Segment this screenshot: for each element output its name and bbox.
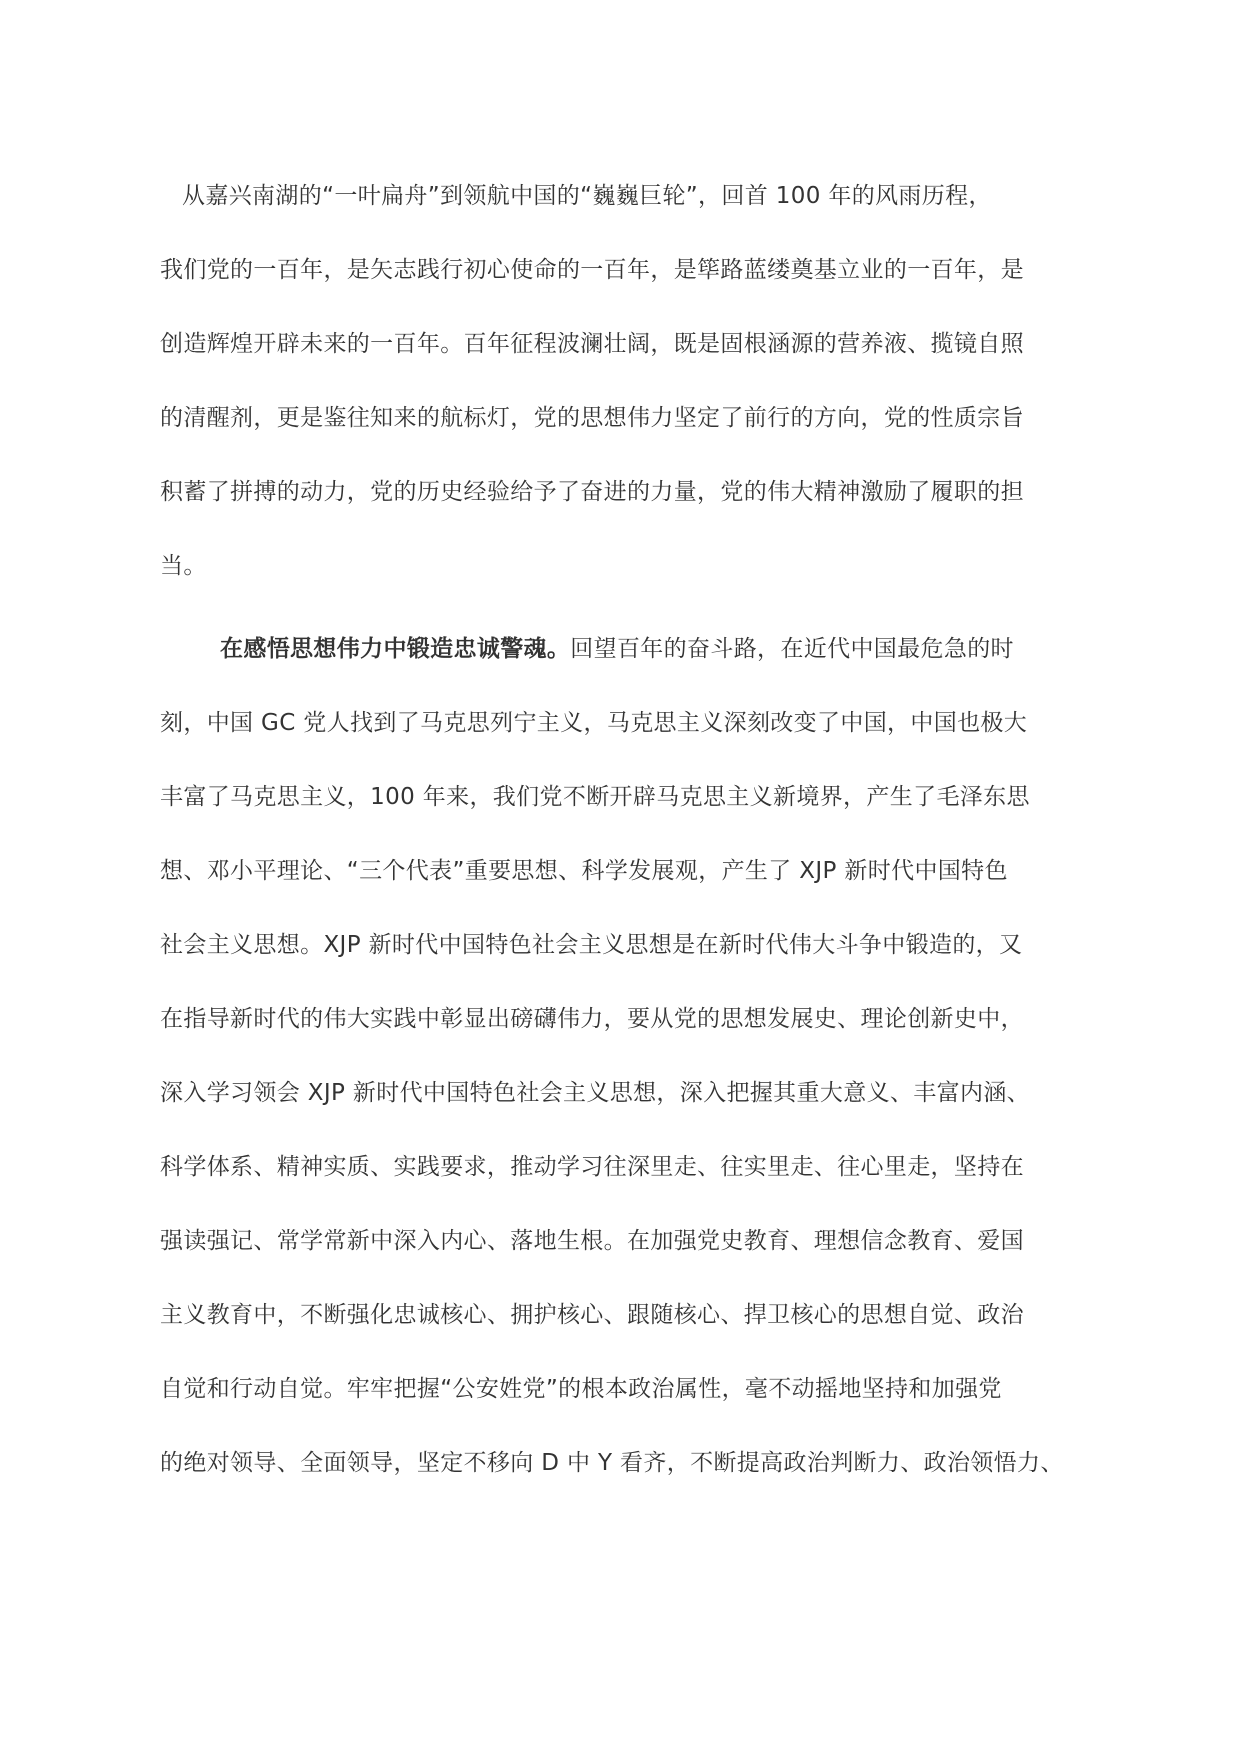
paragraph-2-line-8: 科学体系、精神实质、实践要求，推动学习往深里走、往实里走、往心里走，坚持在 [160, 1154, 1024, 1180]
paragraph-2-line-2: 刻，中国 GC 党人找到了马克思列宁主义，马克思主义深刻改变了中国，中国也极大 [160, 710, 1028, 736]
paragraph-1-line-2: 我们党的一百年，是矢志践行初心使命的一百年，是筚路蓝缕奠基立业的一百年，是 [160, 257, 1024, 283]
paragraph-2-first-line-rest: 回望百年的奋斗路，在近代中国最危急的时 [570, 636, 1014, 662]
paragraph-2-heading: 在感悟思想伟力中锻造忠诚警魂。 [220, 636, 571, 662]
paragraph-1-line-3: 创造辉煌开辟未来的一百年。百年征程波澜壮阔，既是固根涵源的营养液、揽镜自照 [160, 331, 1024, 357]
paragraph-2-line-7: 深入学习领会 XJP 新时代中国特色社会主义思想，深入把握其重大意义、丰富内涵、 [160, 1080, 1031, 1106]
paragraph-2-line-3: 丰富了马克思主义，100 年来，我们党不断开辟马克思主义新境界，产生了毛泽东思 [160, 784, 1030, 810]
paragraph-2-line-10: 主义教育中，不断强化忠诚核心、拥护核心、跟随核心、捍卫核心的思想自觉、政治 [160, 1302, 1024, 1328]
paragraph-2-line-11: 自觉和行动自觉。牢牢把握“公安姓党”的根本政治属性，毫不动摇地坚持和加强党 [160, 1376, 1002, 1402]
paragraph-2-line-6: 在指导新时代的伟大实践中彰显出磅礴伟力，要从党的思想发展史、理论创新史中， [160, 1006, 1024, 1032]
paragraph-2-line-1 [220, 633, 1090, 665]
paragraph-2-line-9: 强读强记、常学常新中深入内心、落地生根。在加强党史教育、理想信念教育、爱国 [160, 1228, 1024, 1254]
paragraph-2-line-4: 想、邓小平理论、“三个代表”重要思想、科学发展观，产生了 XJP 新时代中国特色 [160, 858, 1008, 884]
paragraph-2-line-12: 的绝对领导、全面领导，坚定不移向 D 中 Y 看齐，不断提高政治判断力、政治领悟力、 [160, 1450, 1064, 1476]
paragraph-2-line-5: 社会主义思想。XJP 新时代中国特色社会主义思想是在新时代伟大斗争中锻造的，又 [160, 932, 1023, 958]
paragraph-1-line-6: 当。 [160, 553, 207, 579]
paragraph-1-line-4: 的清醒剂，更是鉴往知来的航标灯，党的思想伟力坚定了前行的方向，党的性质宗旨 [160, 405, 1024, 431]
paragraph-1-line-5: 积蓄了拼搏的动力，党的历史经验给予了奋进的力量，党的伟大精神激励了履职的担 [160, 479, 1024, 505]
paragraph-1-line-1: 从嘉兴南湖的“一叶扁舟”到领航中国的“巍巍巨轮”，回首 100 年的风雨历程， [182, 183, 992, 209]
